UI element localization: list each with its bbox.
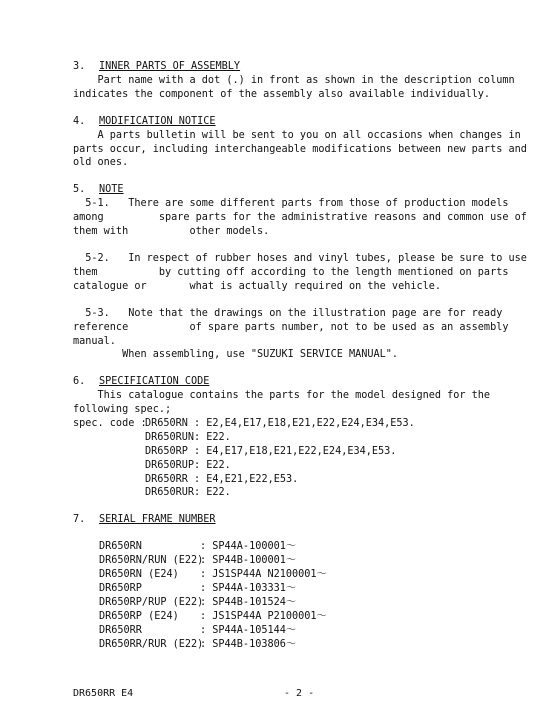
paragraph-line: This catalogue contains the parts for the model designed for the xyxy=(73,390,491,401)
section-title: INNER PARTS OF ASSEMBLY xyxy=(99,61,241,72)
spec-code-label: spec. code : xyxy=(73,418,147,429)
serial-model: DR650RN/RUN (E22) xyxy=(99,555,204,566)
paragraph-line: manual. xyxy=(73,336,116,347)
spec-codes: : E22. xyxy=(194,432,231,443)
paragraph-line: 5-2. In respect of rubber hoses and vinyl tubes, please be sure to use xyxy=(73,253,527,264)
spec-model: DR650RUN xyxy=(145,432,195,443)
spec-codes: : E22. xyxy=(194,487,231,498)
spec-model: DR650RR xyxy=(145,474,188,485)
spec-codes: : E4,E21,E22,E53. xyxy=(194,474,299,485)
serial-number: : JS1SP44A N2100001～ xyxy=(200,569,327,580)
section-title: NOTE xyxy=(99,184,124,195)
section-number: 6. xyxy=(73,376,86,387)
paragraph-line: parts occur, including interchangeable modifications between new parts and xyxy=(73,144,527,155)
paragraph-line: among spare parts for the administrative reasons and common use of xyxy=(73,212,527,223)
spec-model: DR650RUP xyxy=(145,460,195,471)
section-title: SERIAL FRAME NUMBER xyxy=(99,514,216,525)
paragraph-line: them with other models. xyxy=(73,226,270,237)
paragraph-line: 5-3. Note that the drawings on the illustration page are for ready xyxy=(73,308,503,319)
paragraph-line: catalogue or what is actually required on the vehicle. xyxy=(73,281,442,292)
section-number: 4. xyxy=(73,116,86,127)
serial-number: : SP44B-103806～ xyxy=(200,639,297,650)
page-number: - 2 - xyxy=(284,688,315,699)
serial-number: : SP44A-103331～ xyxy=(200,583,297,594)
section-title: SPECIFICATION CODE xyxy=(99,376,210,387)
paragraph-line: reference of spare parts number, not to be used as an assembly xyxy=(73,322,509,333)
serial-number: : SP44B-100001～ xyxy=(200,555,297,566)
serial-model: DR650RR xyxy=(99,625,142,636)
spec-model: DR650RN xyxy=(145,418,188,429)
serial-model: DR650RN (E24) xyxy=(99,569,179,580)
serial-model: DR650RP/RUP (E22) xyxy=(99,597,204,608)
serial-number: : SP44A-105144～ xyxy=(200,625,297,636)
serial-model: DR650RN xyxy=(99,541,142,552)
paragraph-line: old ones. xyxy=(73,157,129,168)
serial-number: : JS1SP44A P2100001～ xyxy=(200,611,327,622)
spec-model: DR650RP xyxy=(145,446,188,457)
spec-codes: : E2,E4,E17,E18,E21,E22,E24,E34,E53. xyxy=(194,418,415,429)
paragraph-line: A parts bulletin will be sent to you on all occasions when changes in xyxy=(73,130,521,141)
footer-model-label: DR650RR E4 xyxy=(73,688,134,699)
paragraph-line: following spec.; xyxy=(73,404,172,415)
paragraph-line: 5-1. There are some different parts from those of production models xyxy=(73,198,509,209)
serial-model: DR650RP xyxy=(99,583,142,594)
serial-number: : SP44A-100001～ xyxy=(200,541,297,552)
paragraph-line: them by cutting off according to the length mentioned on parts xyxy=(73,267,509,278)
spec-codes: : E22. xyxy=(194,460,231,471)
section-number: 3. xyxy=(73,61,86,72)
serial-model: DR650RR/RUR (E22) xyxy=(99,639,204,650)
paragraph-line: When assembling, use "SUZUKI SERVICE MANUAL". xyxy=(73,349,399,360)
spec-codes: : E4,E17,E18,E21,E22,E24,E34,E53. xyxy=(194,446,397,457)
spec-model: DR650RUR xyxy=(145,487,195,498)
section-number: 7. xyxy=(73,514,86,525)
section-number: 5. xyxy=(73,184,86,195)
paragraph-line: indicates the component of the assembly also available individually. xyxy=(73,89,491,100)
paragraph-line: Part name with a dot (.) in front as shown in the description column xyxy=(73,75,515,86)
section-title: MODIFICATION NOTICE xyxy=(99,116,216,127)
serial-number: : SP44B-101524～ xyxy=(200,597,297,608)
serial-model: DR650RP (E24) xyxy=(99,611,179,622)
